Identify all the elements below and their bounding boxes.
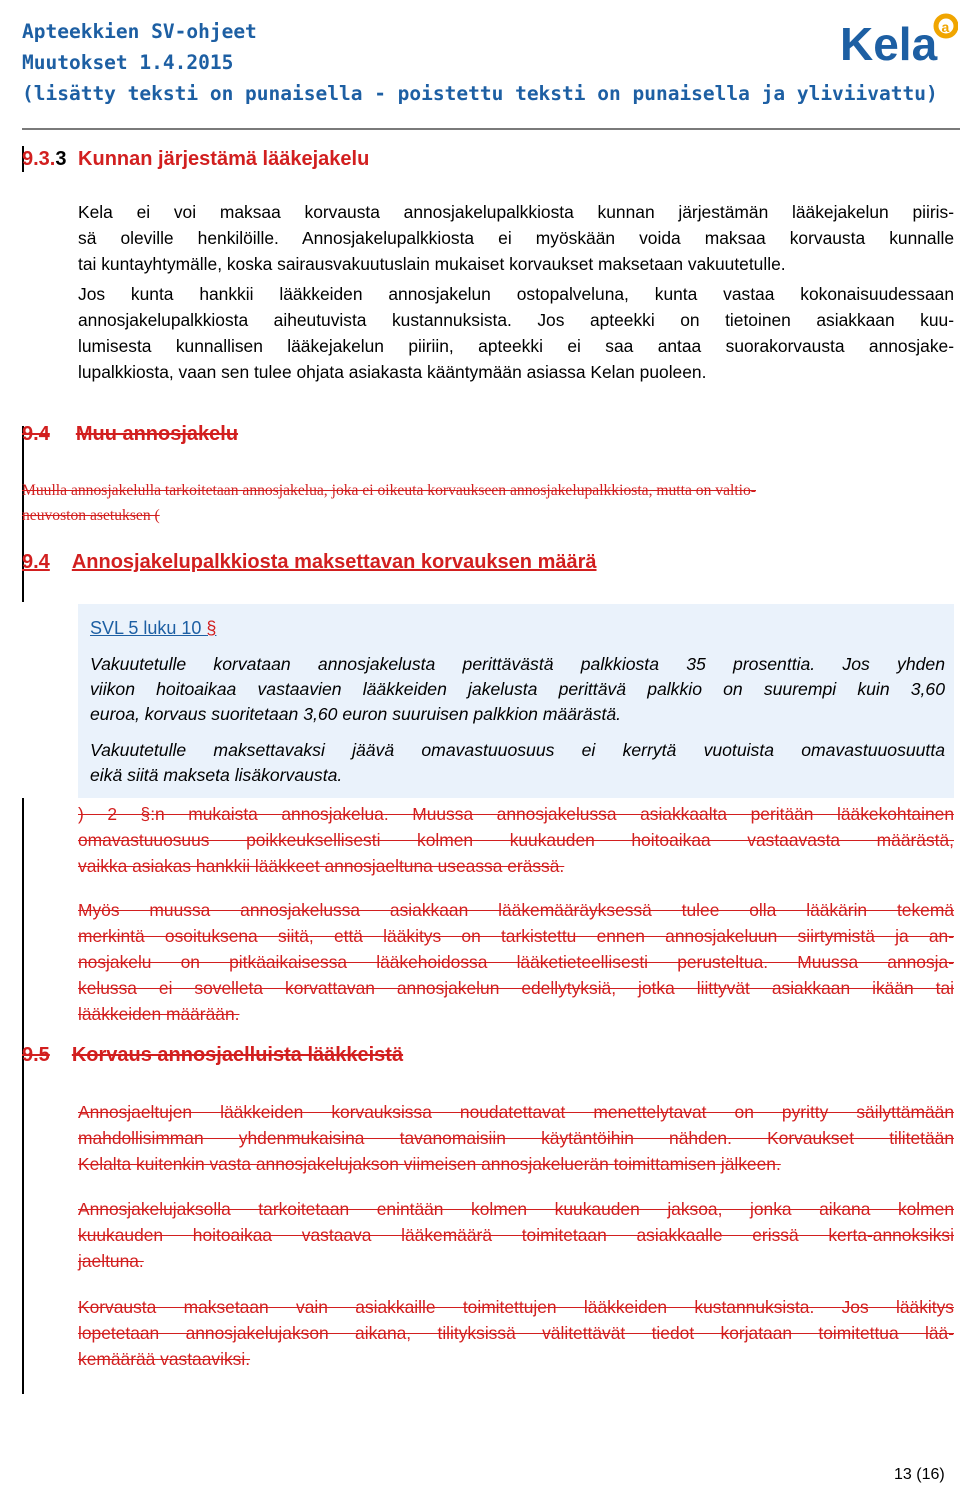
doc-series-title: Apteekkien SV-ohjeet: [22, 20, 257, 43]
deleted-paragraph: Annosjakelujaksolla tarkoitetaan enintään kolmen kuukauden jaksoa, jonka aikana kolmen kuukauden hoitoaikaa vastaava lääkemäärä toimitetaan asiakkaalle erissä kerta-annoksiksi jaeltuna.: [78, 1199, 954, 1271]
law-text: Vakuutetulle korvataan annosjakelusta perittävästä palkkiosta 35 prosenttia. Jos yhden viikon hoitoaikaa vastaavien lääkkeiden jakelusta perittävä palkkio on suurempi kuin 3,60 euroa, korvaus suoritetaan 3,60 euron suuruisen palkkion määrästä.: [90, 654, 945, 724]
deleted-paragraph: Myös muussa annosjakelussa asiakkaan lääkemääräyksessä tulee olla lääkärin tekemä merkintä osoituksena siitä, että lääkitys on tarkistettu ennen annosjakeluun siirtymistä ja an- nosjakelu on pitkäaikaisessa lääkehoidossa lääketieteellisesti perusteltua. Muussa annosja- kelussa ei sovelleta korvattavan annosjakelun edellytyksiä, jotka liittyvät asiakkaan ikään tai lääkkeiden määrään.: [78, 900, 954, 1024]
law-quote-box: [78, 604, 954, 798]
svg-text:a: a: [941, 19, 950, 35]
law-reference-link[interactable]: SVL 5 luku 10 §: [90, 618, 217, 638]
doc-legend: (lisätty teksti on punaisella - poistettu teksti on punaisella ja yliviivattu): [22, 82, 938, 105]
deleted-paragraph: Korvausta maksetaan vain asiakkaille toimitettujen lääkkeiden kustannuksista. Jos lääkitys lopetetaan annosjakelujakson aikana, tilityksissä välitettävät tiedot korjataan toimitettua lää- kemäärää vastaaviksi.: [78, 1297, 954, 1369]
doc-changes-date: Muutokset 1.4.2015: [22, 51, 234, 74]
deleted-paragraph: ) 2 §:n mukaista annosjakelua. Muussa annosjakelussa asiakkaalta peritään lääkekohtainen omavastuuosuus poikkeuksellisesti kolmen kuukauden hoitoaikaa vastaavasta määrästä, vaikka asiakas hankkii lääkkeet annosjaeltuna useassa erässä.: [78, 804, 954, 876]
paragraph: Jos kunta hankkii lääkkeiden annosjakelun ostopalveluna, kunta vastaa kokonaisuudessaan annosjakelupalkkiosta aiheutuvista kustannuksista. Jos apteekki on tietoinen asiakkaan kuu- lumisesta kunnallisen lääkejakelun piiriin, apteekki ei saa antaa suorakorvausta annosjake- lupalkkiosta, vaan sen tulee ohjata asiakasta kääntymään asiassa Kelan puoleen.: [78, 284, 954, 382]
deleted-paragraph: Muulla annosjakelulla tarkoitetaan annosjakelua, joka ei oikeuta korvaukseen annosjakelupalkkiosta, mutta on valtio- neuvoston asetuksen (: [22, 482, 756, 524]
section-number-changed: 9.3.: [22, 148, 56, 170]
change-bar: [22, 798, 24, 1394]
kela-logo-text: Kela: [840, 18, 938, 70]
paragraph: Kela ei voi maksaa korvausta annosjakelupalkkiosta kunnan järjestämän lääkejakelun piiris- sä oleville henkilöille. Annosjakelupalkkiosta ei myöskään voida maksaa korvausta kunnalle tai kuntayhtymälle, koska sairausvakuutuslain mukaiset korvaukset maksetaan vakuutetulle.: [78, 202, 954, 274]
kela-logo: [838, 8, 958, 72]
section-9-3-3-heading: [22, 148, 369, 171]
page-number: 13 (16): [894, 1466, 945, 1483]
section-number: 3: [55, 148, 67, 170]
section-9-4-heading: 9.4 Annosjakelupalkkiosta maksettavan korvauksen määrä: [22, 551, 597, 573]
section-9-5-deleted-heading: 9.5 Korvaus annosjaelluista lääkkeistä: [22, 1044, 404, 1066]
law-text: Vakuutetulle maksettavaksi jäävä omavastuuosuus ei kerrytä vuotuista omavastuuosuutta eikä siitä makseta lisäkorvausta.: [90, 740, 945, 785]
section-9-4-deleted-heading: 9.4 Muu annosjakelu: [22, 423, 239, 445]
deleted-paragraph: Annosjaeltujen lääkkeiden korvauksissa noudatettavat menettelytavat on pyritty säilyttämään mahdollisimman yhdenmukaisina tavanomaisiin käytäntöihin nähden. Korvaukset tilitetään Kelalta kuitenkin vasta annosjakelujakson viimeisen annosjakeluerän toimittamisen jälkeen.: [78, 1102, 954, 1174]
header-rule: [22, 128, 960, 130]
section-title: Kunnan järjestämä lääkejakelu: [78, 148, 370, 170]
